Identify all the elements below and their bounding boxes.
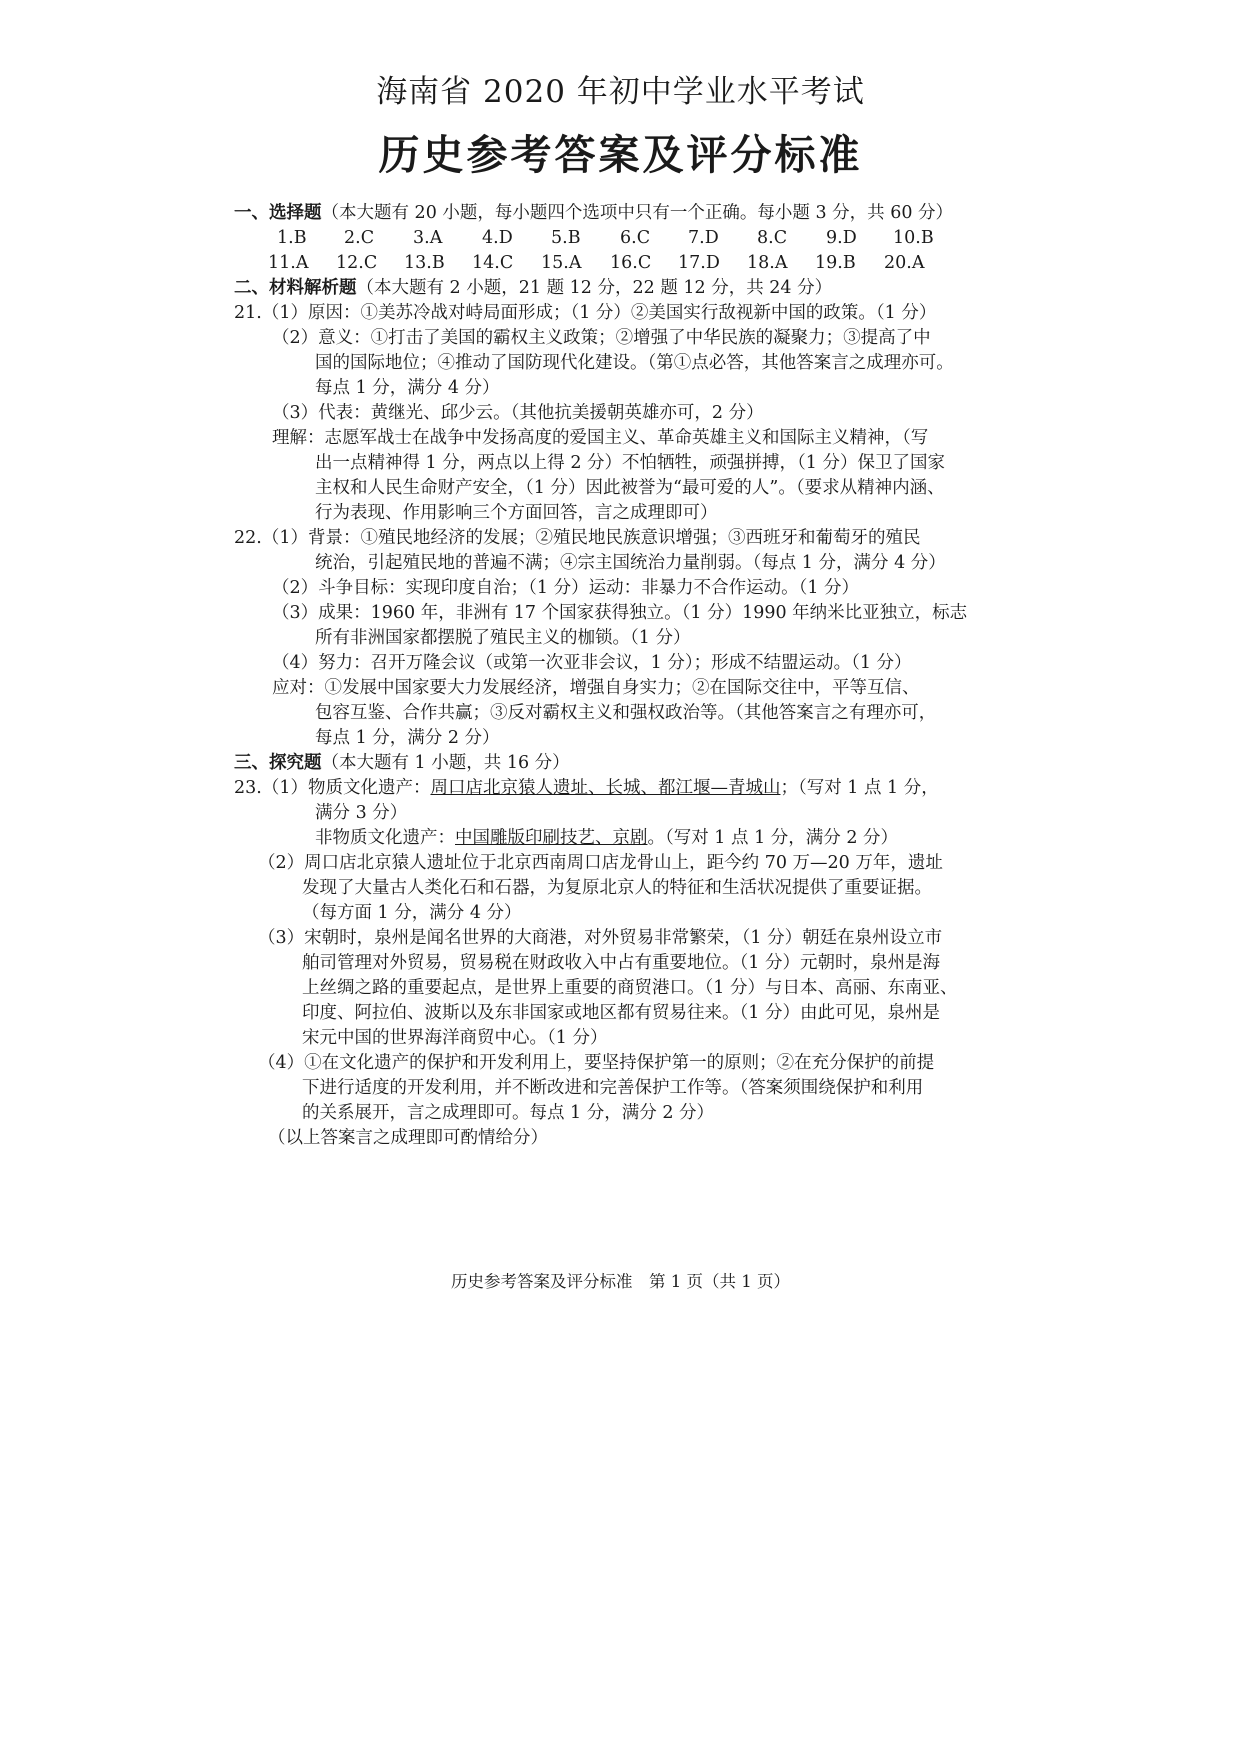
answer-18: 18.A [747,253,788,273]
answer-2: 2.C [344,228,375,248]
document-subtitle: 历史参考答案及评分标准 [378,131,863,179]
section2-heading-line [234,276,832,300]
q22-line-2: 统治，引起殖民地的普遍不满；④宗主国统治力量削弱。（每点 1 分，满分 4 分） [315,553,946,573]
answer-12: 12.C [336,253,378,273]
q23-line-13: 下进行适度的开发利用，并不断改进和完善保护工作等。（答案须围绕保护和利用 [302,1078,924,1098]
section1-heading: 一、选择题 [234,203,322,223]
answer-14: 14.C [472,253,514,273]
answer-4: 4.D [482,228,513,248]
q21-line-5: （3）代表：黄继光、邱少云。（其他抗美援朝英雄亦可，2 分） [272,403,764,423]
answer-9: 9.D [826,228,857,248]
answer-13: 13.B [404,253,445,273]
answer-7: 7.D [688,228,719,248]
answer-17: 17.D [678,253,720,273]
q23-line-4: （2）周口店北京猿人遗址位于北京西南周口店龙骨山上，距今约 70 万—20 万年，遗址 [258,853,943,873]
answer-16: 16.C [610,253,652,273]
q23-1-nonmat-prefix: 非物质文化遗产： [315,828,455,848]
q23-line-3 [315,826,898,850]
q22-line-4: （3）成果：1960 年，非洲有 17 个国家获得独立。（1 分）1990 年纳米比亚独立，标志 [272,603,968,623]
exam-title: 海南省 2020 年初中学业水平考试 [376,74,865,110]
q21-line-1: 21.（1）原因：①美苏冷战对峙局面形成；（1 分）②美国实行敌视新中国的政策。（1 分） [234,303,937,323]
q23-1-answer: 周口店北京猿人遗址、长城、都江堰—青城山 [430,778,781,798]
answer-6: 6.C [620,228,651,248]
q23-1-suffix: ；（写对 1 点 1 分， [780,778,939,798]
section3-note: （本大题有 1 小题，共 16 分） [321,753,570,773]
q23-line-12: （4）①在文化遗产的保护和开发利用上，要坚持保护第一的原则；②在充分保护的前提 [258,1053,935,1073]
q23-line-1 [234,776,939,800]
answer-1: 1.B [277,228,307,248]
section1-note: （本大题有 20 小题，每小题四个选项中只有一个正确。每小题 3 分，共 60 分） [321,203,954,223]
answer-3: 3.A [413,228,443,248]
closing-note: （以上答案言之成理即可酌情给分） [268,1128,548,1148]
q23-1-prefix: 23.（1）物质文化遗产： [234,778,431,798]
q21-line-7: 出一点精神得 1 分，两点以上得 2 分）不怕牺牲，顽强拼搏，（1 分）保卫了国家 [315,453,945,473]
page-footer: 历史参考答案及评分标准 第 1 页（共 1 页） [451,1272,790,1291]
q23-line-14: 的关系展开，言之成理即可。每点 1 分，满分 2 分） [302,1103,715,1123]
q23-line-6: （每方面 1 分，满分 4 分） [302,903,522,923]
section3-heading-line [234,751,570,775]
q22-line-6: （4）努力：召开万隆会议（或第一次亚非会议，1 分）；形成不结盟运动。（1 分） [272,653,912,673]
answer-10: 10.B [893,228,934,248]
answer-20: 20.A [884,253,925,273]
q23-line-7: （3）宋朝时，泉州是闻名世界的大商港，对外贸易非常繁荣，（1 分）朝廷在泉州设立市 [258,928,943,948]
q22-line-7: 应对：①发展中国家要大力发展经济，增强自身实力；②在国际交往中，平等互信、 [272,678,920,698]
q22-line-8: 包容互鉴、合作共赢；③反对霸权主义和强权政治等。（其他答案言之有理亦可， [315,703,937,723]
q23-1-nonmat-answer: 中国雕版印刷技艺、京剧 [455,828,648,848]
section2-note: （本大题有 2 小题，21 题 12 分，22 题 12 分，共 24 分） [356,278,833,298]
q21-line-3: 国的国际地位；④推动了国防现代化建设。（第①点必答，其他答案言之成理亦可。 [315,353,954,373]
answer-15: 15.A [541,253,582,273]
q22-line-1: 22.（1）背景：①殖民地经济的发展；②殖民地民族意识增强；③西班牙和葡萄牙的殖民 [234,528,921,548]
q22-line-9: 每点 1 分，满分 2 分） [315,728,500,748]
q21-line-8: 主权和人民生命财产安全，（1 分）因此被誉为“最可爱的人”。（要求从精神内涵、 [315,478,945,498]
q22-line-5: 所有非洲国家都摆脱了殖民主义的枷锁。（1 分） [315,628,691,648]
answer-8: 8.C [757,228,788,248]
answer-19: 19.B [815,253,856,273]
section1-heading-line [234,201,953,225]
q23-1-nonmat-suffix: 。（写对 1 点 1 分，满分 2 分） [647,828,899,848]
section3-heading: 三、探究题 [234,753,322,773]
answer-11: 11.A [268,253,309,273]
q23-line-5: 发现了大量古人类化石和石器，为复原北京人的特征和生活状况提供了重要证据。 [302,878,932,898]
q23-line-2: 满分 3 分） [315,803,408,823]
q21-line-6: 理解：志愿军战士在战争中发扬高度的爱国主义、革命英雄主义和国际主义精神，（写 [272,428,929,448]
q21-line-4: 每点 1 分，满分 4 分） [315,378,500,398]
q22-line-3: （2）斗争目标：实现印度自治；（1 分）运动：非暴力不合作运动。（1 分） [272,578,860,598]
q23-line-8: 舶司管理对外贸易，贸易税在财政收入中占有重要地位。（1 分）元朝时，泉州是海 [302,953,940,973]
q23-line-9: 上丝绸之路的重要起点，是世界上重要的商贸港口。（1 分）与日本、高丽、东南亚、 [302,978,958,998]
q23-line-11: 宋元中国的世界海洋商贸中心。（1 分） [302,1028,608,1048]
q21-line-2: （2）意义：①打击了美国的霸权主义政策；②增强了中华民族的凝聚力；③提高了中 [272,328,931,348]
q23-line-10: 印度、阿拉伯、波斯以及东非国家或地区都有贸易往来。（1 分）由此可见，泉州是 [302,1003,940,1023]
section2-heading: 二、材料解析题 [234,278,357,298]
answer-5: 5.B [551,228,581,248]
q21-line-9: 行为表现、作用影响三个方面回答，言之成理即可） [315,503,718,523]
